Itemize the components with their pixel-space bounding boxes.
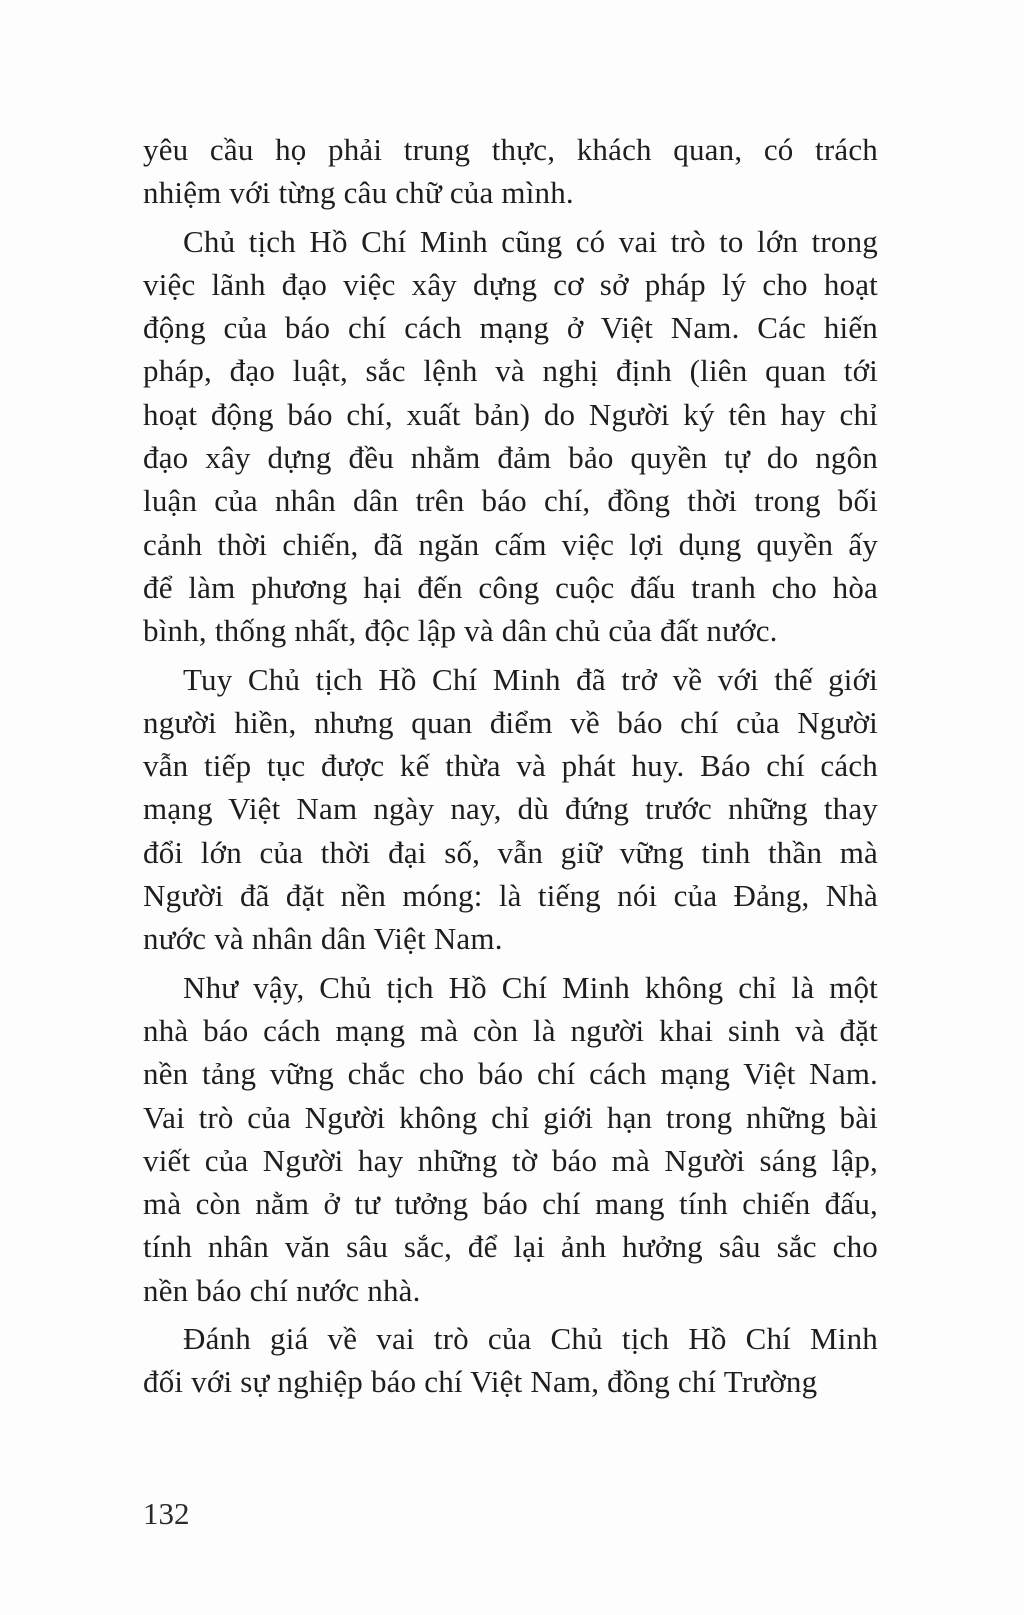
text-line: mà còn nằm ở tư tưởng báo chí mang tính chiến đấu, xyxy=(143,1186,878,1222)
text-line: vẫn tiếp tục được kế thừa và phát huy. Báo chí cách xyxy=(143,748,878,784)
body-text xyxy=(143,128,878,1404)
text-line: Đánh giá về vai trò của Chủ tịch Hồ Chí Minh xyxy=(183,1321,878,1357)
text-line: Như vậy, Chủ tịch Hồ Chí Minh không chỉ là một xyxy=(183,969,878,1005)
paragraph xyxy=(143,658,878,961)
text-line: pháp, đạo luật, sắc lệnh và nghị định (liên quan tới xyxy=(143,353,878,389)
text-line: nước và nhân dân Việt Nam. xyxy=(143,921,503,957)
text-line: người hiền, nhưng quan điểm về báo chí của Người xyxy=(143,704,878,740)
text-line: Tuy Chủ tịch Hồ Chí Minh đã trở về với thế giới xyxy=(183,661,878,697)
text-line: Vai trò của Người không chỉ giới hạn trong những bài xyxy=(143,1099,878,1135)
text-line: yêu cầu họ phải trung thực, khách quan, có trách xyxy=(143,132,878,167)
page-number: 132 xyxy=(143,1496,190,1531)
text-line: đối với sự nghiệp báo chí Việt Nam, đồng chí Trường xyxy=(143,1364,818,1400)
text-line: đổi lớn của thời đại số, vẫn giữ vững tinh thần mà xyxy=(143,834,878,870)
text-line: viết của Người hay những tờ báo mà Người sáng lập, xyxy=(143,1142,878,1178)
text-line: luận của nhân dân trên báo chí, đồng thời trong bối xyxy=(143,483,878,519)
text-line: Chủ tịch Hồ Chí Minh cũng có vai trò to lớn trong xyxy=(183,223,878,259)
paragraph xyxy=(143,1317,878,1404)
text-line: nhiệm với từng câu chữ của mình. xyxy=(143,175,574,211)
text-line: mạng Việt Nam ngày nay, dù đứng trước những thay xyxy=(143,791,878,827)
text-line: nền tảng vững chắc cho báo chí cách mạng Việt Nam. xyxy=(143,1056,878,1092)
paragraph xyxy=(143,220,878,653)
paragraph xyxy=(143,128,878,215)
text-line: hoạt động báo chí, xuất bản) do Người ký tên hay chỉ xyxy=(143,396,878,432)
text-line: để làm phương hại đến công cuộc đấu tranh cho hòa xyxy=(143,569,878,605)
text-line: đạo xây dựng đều nhằm đảm bảo quyền tự do ngôn xyxy=(143,440,878,476)
text-line: nhà báo cách mạng mà còn là người khai sinh và đặt xyxy=(143,1012,878,1048)
paragraph xyxy=(143,966,878,1312)
text-line: Người đã đặt nền móng: là tiếng nói của Đảng, Nhà xyxy=(143,878,878,914)
text-line: tính nhân văn sâu sắc, để lại ảnh hưởng sâu sắc cho xyxy=(143,1229,878,1265)
text-line: việc lãnh đạo việc xây dựng cơ sở pháp lý cho hoạt xyxy=(143,266,878,302)
text-line: động của báo chí cách mạng ở Việt Nam. Các hiến xyxy=(143,310,878,346)
text-line: cảnh thời chiến, đã ngăn cấm việc lợi dụng quyền ấy xyxy=(143,526,878,562)
text-line: bình, thống nhất, độc lập và dân chủ của đất nước. xyxy=(143,613,778,649)
text-line: nền báo chí nước nhà. xyxy=(143,1272,421,1308)
